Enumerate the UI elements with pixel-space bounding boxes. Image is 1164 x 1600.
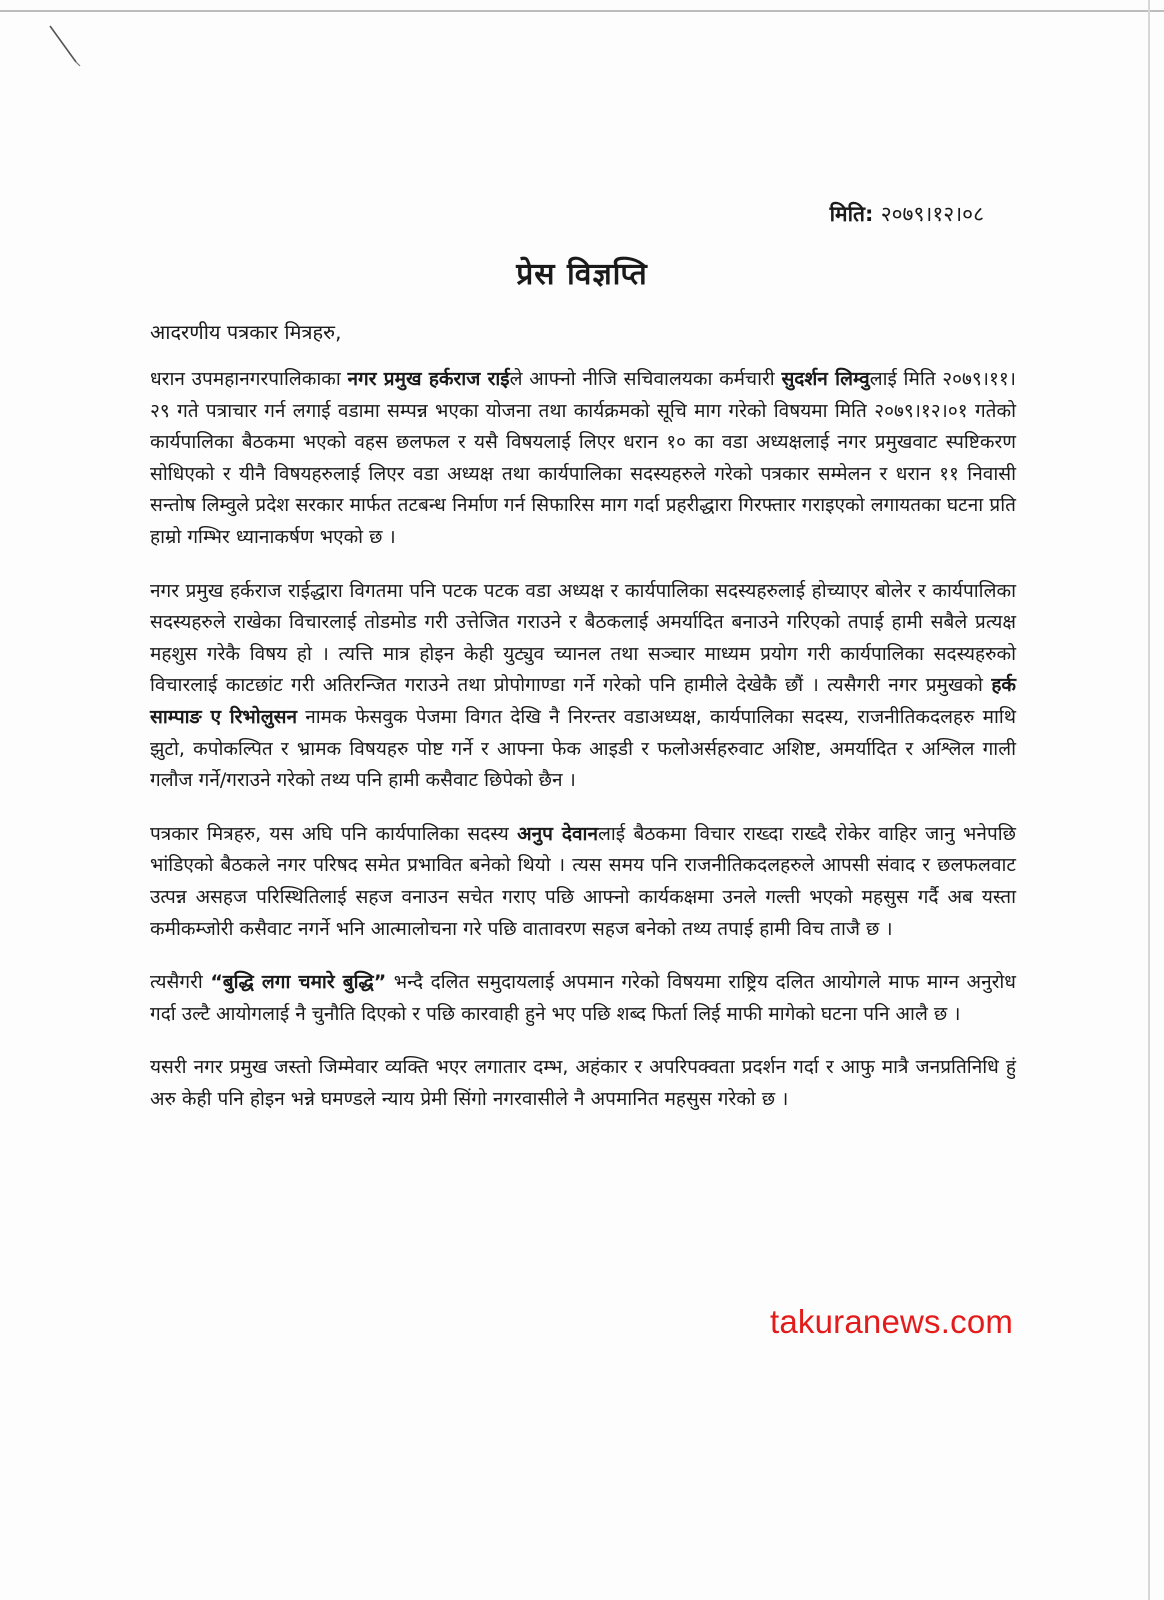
- paragraph-4: [150, 967, 1016, 1030]
- paragraph-1: [150, 364, 1016, 554]
- paragraph-5-text-a: यसरी नगर प्रमुख जस्तो जिम्मेवार व्यक्ति भएर लगातार दम्भ, अहंकार र अपरिपक्वता प्रदर्शन गर्दा र आफु मात्रै जनप्रतिनिधि हुं अरु केही पनि होइन भन्ने घमण्डले न्याय प्रेमी सिंगो नगरवासीले नै अपमानित महसुस गरेको छ ।: [150, 1056, 1016, 1110]
- paragraph-2-text-a: नगर प्रमुख हर्कराज राईद्धारा विगतमा पनि पटक पटक वडा अध्यक्ष र कार्यपालिका सदस्यहरुलाई होच्याएर बोलेर र कार्यपालिका सदस्यहरुले राखेका विचारलाई तोडमोड गरी उत्तेजित गराउने र बैठकलाई अमर्यादित बनाउने गरिएको तपाई हामी सबैले प्रत्यक्ष महशुस गरेकै विषय हो । त्यत्ति मात्र होइन केही युट्युव च्यानल तथा सञ्चार माध्यम प्रयोग गरी कार्यपालिका सदस्यहरुको विचारलाई काटछांट गरी अतिरन्जित गराउने तथा प्रोपोगाण्डा गर्ने गरेको पनि हामीले देखेकै छौं । त्यसैगरी नगर प्रमुखको: [150, 579, 1016, 697]
- paragraph-3-text-b: लाई बैठकमा विचार राख्दा राख्दै रोकेर वाहिर जानु भनेपछि भांडिएको बैठकले नगर परिषद समेत प्रभावित बनेको थियो । त्यस समय पनि राजनीतिकदलहरुले आपसी संवाद र छलफलवाट उत्पन्न असहज परिस्थितिलाई सहज वनाउन सचेत गराए पछि आफ्नो कार्यकक्षमा उनले गल्ती भएको महसुस गर्दै अब यस्ता कमीकम्जोरी कसैवाट नगर्ने भनि आत्मालोचना गरे पछि वातावरण सहज बनेको तथ्य तपाई हामी विच ताजै छ ।: [150, 822, 1016, 940]
- document-body: [150, 364, 1016, 1137]
- watermark-site-name: takuranews.com: [770, 1303, 1014, 1340]
- paragraph-3: [150, 819, 1016, 945]
- quote-bold: “बुद्धि लगा चमारे बुद्धि”: [210, 971, 387, 994]
- date-line: [830, 200, 984, 228]
- paragraph-4-text-b: भन्दै दलित समुदायलाई अपमान गरेको विषयमा राष्ट्रिय दलित आयोगले माफ माग्न अनुरोध गर्दा उल्टै आयोगलाई नै चुनौति दिएको र पछि कारवाही हुने भए पछि शब्द फिर्ता लिई माफी मागेको घटना पनि आलै छ ।: [150, 971, 1016, 1025]
- date-value: २०७९।१२।०८: [880, 202, 984, 226]
- page-top-edge: [0, 10, 1164, 12]
- facebook-page-name-bold: हर्क साम्पाङ ए रिभोलुसन: [150, 674, 1016, 728]
- paragraph-5: [150, 1052, 1016, 1115]
- pen-stroke-icon: [46, 22, 86, 70]
- page-right-edge: [1148, 0, 1150, 1600]
- paragraph-1-text-a: धरान उपमहानगरपालिकाका: [150, 368, 348, 390]
- member-name-bold: अनुप देवान: [517, 822, 598, 845]
- paragraph-1-text-b: ले आफ्नो नीजि सचिवालयका कर्मचारी: [509, 368, 782, 390]
- date-label: मिति:: [829, 202, 874, 226]
- salutation: आदरणीय पत्रकार मित्रहरु,: [150, 320, 342, 344]
- paragraph-2-text-b: नामक फेसवुक पेजमा विगत देखि नै निरन्तर वडाअध्यक्ष, कार्यपालिका सदस्य, राजनीतिकदलहरु माथि झुटो, कपोकल्पित र भ्रामक विषयहरु पोष्ट गर्ने र आफ्ना फेक आइडी र फलोअर्सहरुवाट अशिष्ट, अमर्यादित र अश्लिल गाली गलौज गर्ने/गराउने गरेको तथ्य पनि हामी कसैवाट छिपेको छैन ।: [150, 705, 1016, 792]
- paragraph-1-text-c: लाई मिति २०७९।११।२९ गते पत्राचार गर्न लगाई वडामा सम्पन्न भएका योजना तथा कार्यक्रमको सूचि माग गरेको विषयमा मिति २०७९।१२।०१ गतेको कार्यपालिका बैठकमा भएको वहस छलफल र यसै विषयलाई लिएर धरान १० का वडा अध्यक्षलाई नगर प्रमुखवाट स्पष्टिकरण सोधिएको र यीनै विषयहरुलाई लिएर वडा अध्यक्ष तथा कार्यपालिका सदस्यहरुले गरेको पत्रकार सम्मेलन र धरान ११ निवासी सन्तोष लिम्वुले प्रदेश सरकार मार्फत तटबन्ध निर्माण गर्न सिफारिस माग गर्दा प्रहरीद्धारा गिरफ्तार गराइएको लगायतका घटना प्रति हाम्रो गम्भिर ध्यानाकर्षण भएको छ ।: [150, 368, 1016, 548]
- paragraph-4-text-a: त्यसैगरी: [150, 971, 211, 994]
- staff-name-bold: सुदर्शन लिम्वु: [781, 368, 870, 390]
- paragraph-2: [150, 576, 1016, 797]
- paragraph-3-text-a: पत्रकार मित्रहरु, यस अघि पनि कार्यपालिका सदस्य: [150, 822, 518, 845]
- mayor-name-bold: नगर प्रमुख हर्कराज राई: [347, 368, 510, 390]
- page-title: प्रेस विज्ञप्ति: [516, 257, 648, 292]
